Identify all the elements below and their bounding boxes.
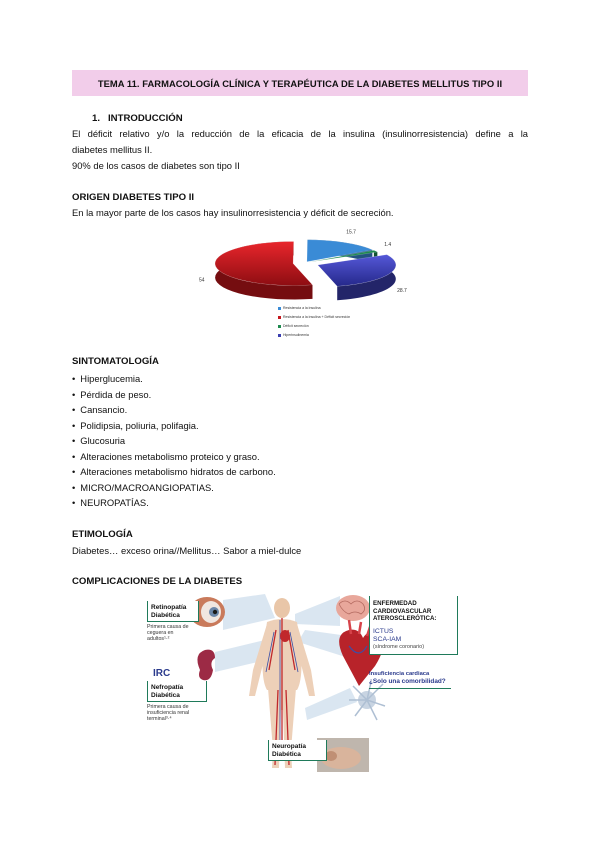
- document-title-text: TEMA 11. FARMACOLOGÍA CLÍNICA Y TERAPÉUTICA DE LA DIABETES MELLITUS TIPO II: [97, 77, 503, 89]
- origen-text: En la mayor parte de los casos hay insulinorresistencia y déficit de secreción.: [72, 207, 394, 218]
- legend-swatch: [278, 316, 281, 319]
- legend-item: [278, 322, 350, 331]
- irc-label: IRC: [153, 668, 171, 679]
- neuropatia-title-2: Diabética: [272, 750, 301, 758]
- nefropatia-subtitle: [147, 704, 207, 722]
- retinopatia-subtitle: [147, 624, 199, 642]
- list-item: • Cansancio.: [72, 402, 276, 418]
- nefropatia-title-2: Diabética: [151, 691, 180, 699]
- sintomatologia-heading: SINTOMATOLOGÍA: [72, 356, 159, 367]
- retinopatia-sub-3: adultos¹·²: [147, 636, 170, 642]
- cardio-title-3: ATEROSCLERÓTICA:: [373, 615, 437, 622]
- pie-slice-label: 54: [198, 277, 205, 284]
- legend-label: Déficit secreción: [283, 324, 309, 328]
- legend-swatch: [278, 307, 281, 310]
- intro-number: 1.: [92, 113, 101, 124]
- etimologia-text: Diabetes… exceso orina//Mellitus… Sabor a miel-dulce: [72, 545, 302, 556]
- origen-heading: ORIGEN DIABETES TIPO II: [72, 192, 195, 203]
- intro-heading-text: INTRODUCCIÓN: [108, 113, 183, 124]
- pie-slice-label: 1.4: [384, 242, 392, 249]
- retinopatia-sub-1: Primera causa de: [147, 624, 189, 630]
- kidney-image: [197, 650, 215, 681]
- legend-label: Hiperinsulinemia: [283, 333, 309, 337]
- legend-label: Resistencia a la insulina + Déficit secreción: [283, 315, 351, 319]
- legend-item: [278, 304, 350, 313]
- retinopatia-title-1: Retinopatía: [151, 604, 187, 611]
- brain-image: [336, 595, 370, 621]
- sintomatologia-list: [72, 371, 276, 511]
- nefropatia-sub-3: terminal³·⁴: [147, 716, 172, 722]
- legend-swatch: [278, 325, 281, 328]
- insuficiencia-box: [369, 671, 451, 689]
- neuropatia-title-1: Neuropatía: [272, 743, 306, 750]
- nefropatia-box: [147, 681, 207, 702]
- etimologia-heading: ETIMOLOGÍA: [72, 529, 133, 540]
- pie-slice-label: 28.7: [397, 287, 407, 294]
- insuficiencia-title: Insuficiencia cardiaca: [369, 671, 430, 677]
- list-item: • Alteraciones metabolismo proteico y graso.: [72, 449, 276, 465]
- nefropatia-title-1: Nefropatía: [151, 684, 184, 691]
- legend-swatch: [278, 334, 281, 337]
- nefropatia-sub-1: Primera causa de: [147, 704, 189, 710]
- list-item: • Pérdida de peso.: [72, 387, 276, 403]
- neuropatia-box: [268, 740, 327, 761]
- cardio-title-2: CARDIOVASCULAR: [373, 607, 432, 615]
- beam-brain: [295, 596, 340, 626]
- intro-heading: [92, 113, 183, 124]
- pie-legend: [278, 304, 350, 340]
- sindrome-label: (síndrome coronario): [373, 643, 425, 650]
- retinopatia-box: [147, 601, 199, 622]
- list-item: • Alteraciones metabolismo hidratos de carbono.: [72, 464, 276, 480]
- list-item: • Hiperglucemia.: [72, 371, 276, 387]
- intro-stat: 90% de los casos de diabetes son tipo II: [72, 160, 240, 171]
- list-item: • Glucosuria: [72, 433, 276, 449]
- complicaciones-heading: COMPLICACIONES DE LA DIABETES: [72, 576, 243, 587]
- list-item: • MICRO/MACROANGIOPATIAS.: [72, 480, 276, 496]
- pie-slice-label: 15.7: [346, 229, 356, 236]
- legend-label: Resistencia a la insulina: [283, 306, 321, 310]
- legend-item: [278, 331, 350, 340]
- retinopatia-label: [147, 601, 199, 642]
- ictus-label: ICTUS: [373, 627, 394, 635]
- retinopatia-title-2: Diabética: [151, 611, 180, 619]
- retinopatia-sub-2: ceguera en: [147, 630, 174, 636]
- nefropatia-label: [147, 681, 207, 722]
- nefropatia-sub-2: insuficiencia renal: [147, 710, 190, 716]
- list-item: • Polidipsia, poliuria, polifagia.: [72, 418, 276, 434]
- intro-paragraph-line2: diabetes mellitus II.: [72, 144, 153, 155]
- scaiam-label: SCA-IAM: [373, 635, 402, 643]
- document-title: [72, 70, 528, 96]
- insuficiencia-question: ¿Solo una comorbilidad?: [369, 678, 446, 685]
- cardiovascular-box: [369, 596, 458, 655]
- intro-paragraph-line1: El déficit relativo y/o la reducción de la eficacia de la insulina (insulinorresistencia) define a la: [72, 128, 528, 139]
- head: [274, 598, 290, 618]
- cardio-title-1: ENFERMEDAD: [373, 600, 417, 607]
- legend-item: [278, 313, 350, 322]
- body-heart: [280, 630, 290, 642]
- list-item: • NEUROPATÍAS.: [72, 495, 276, 511]
